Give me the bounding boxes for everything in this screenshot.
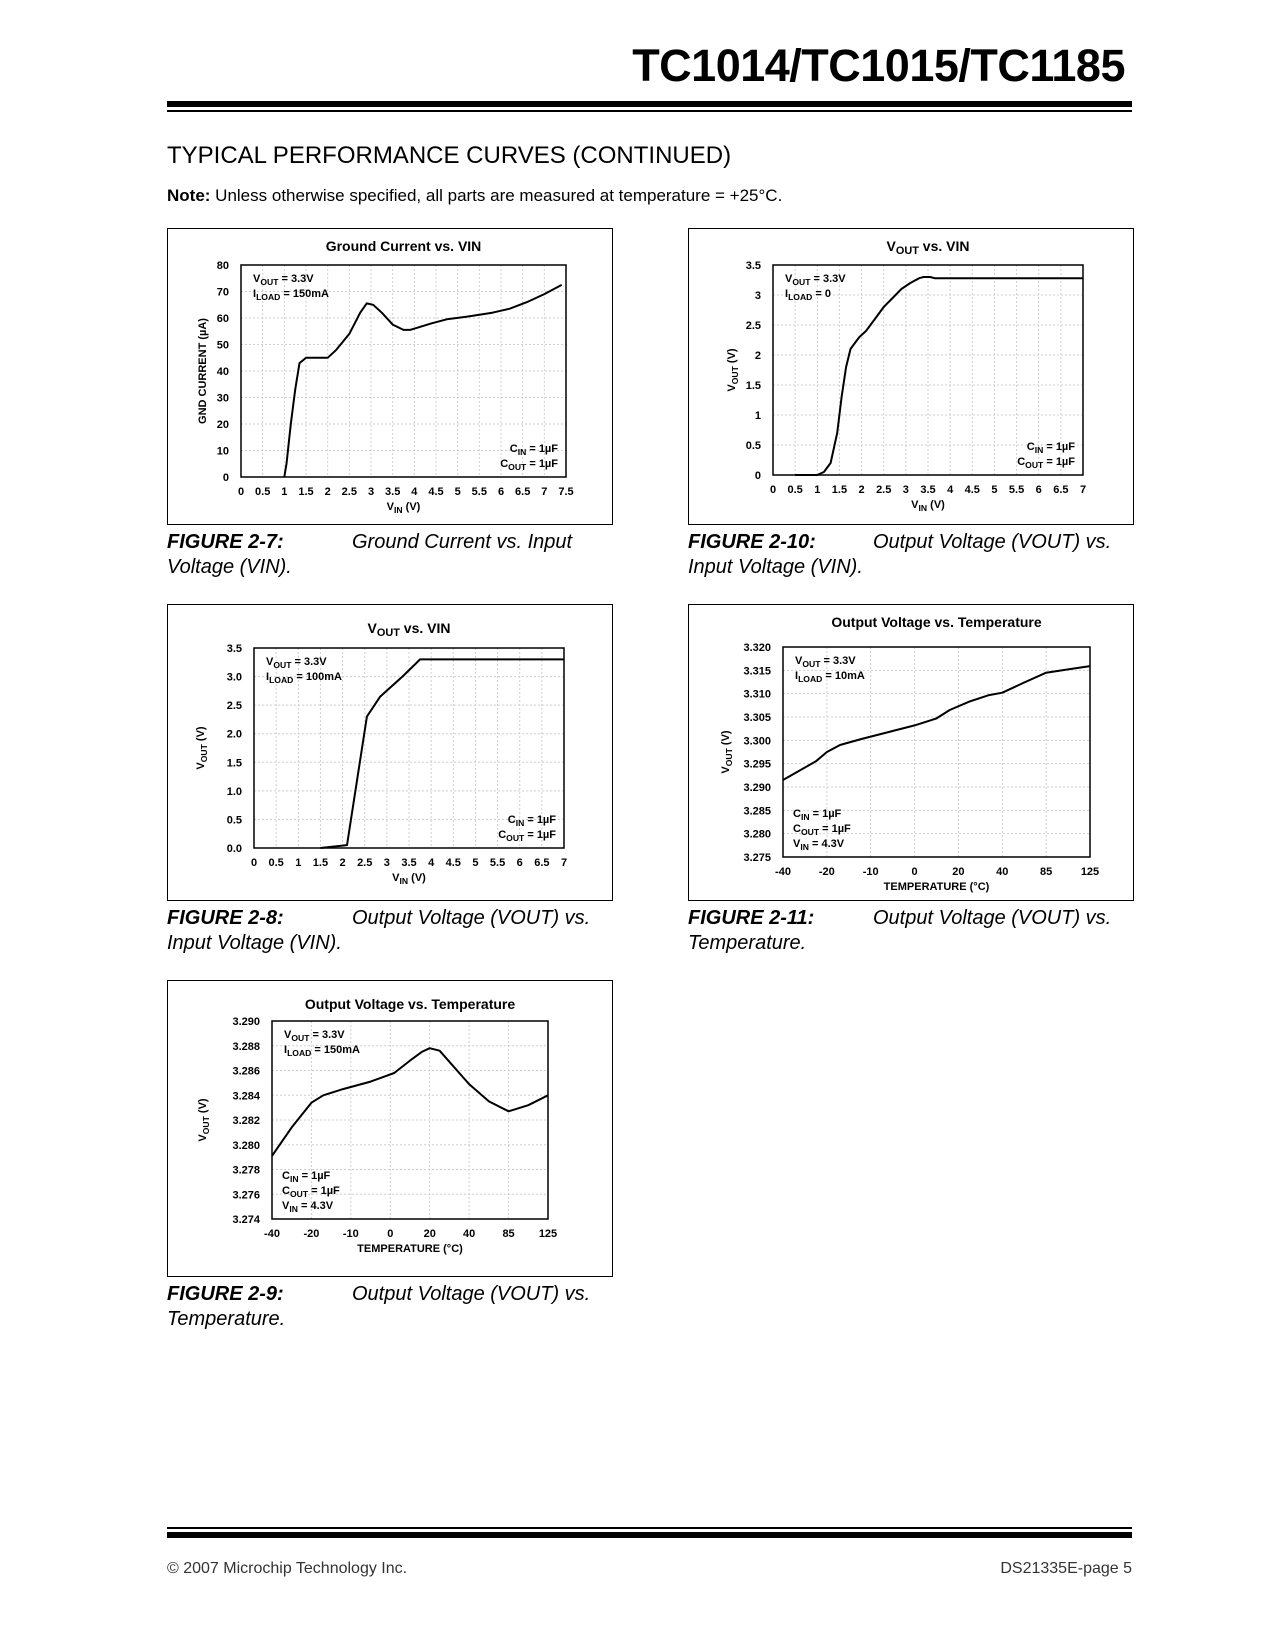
caption-text: Ground Current vs. Input [352, 531, 573, 553]
y-tick-label: 3.275 [743, 852, 771, 864]
y-tick-label: 3.280 [232, 1139, 260, 1152]
figure-2-11-svg [689, 605, 1133, 900]
x-tick-label: 6 [497, 486, 505, 498]
annotation-conditions: $V_{OUT} = 3.3V$ [266, 656, 327, 670]
figure-2-8-caption [167, 906, 590, 956]
x-tick-label: 2.5 [876, 484, 892, 496]
y-tick-label: 3.282 [232, 1115, 260, 1127]
y-tick-label: 3.5 [226, 643, 242, 655]
annotation-capacitors: $C_{OUT} = 1\mu F$ [500, 458, 558, 472]
figure-2-9-caption [167, 1282, 590, 1332]
x-tick-label: 6.5 [534, 857, 550, 869]
footer-rule-thick [167, 1532, 1132, 1538]
x-tick-label: 7 [1079, 484, 1087, 496]
caption-label: FIGURE 2-11: [688, 907, 815, 929]
x-tick-label: 5.5 [489, 857, 506, 869]
x-tick-label: 85 [1040, 866, 1053, 878]
x-tick-label: 6.5 [1053, 484, 1069, 496]
x-tick-label: 1.5 [312, 857, 329, 869]
annotation-conditions: $V_{OUT} = 3.3V$ [253, 273, 314, 287]
x-axis-label: $V_{IN}$ (V) [386, 501, 421, 515]
series-line-vout [783, 666, 1090, 780]
y-tick-label: 0.5 [226, 814, 242, 827]
footer-page-number: DS21335E-page 5 [1000, 1560, 1132, 1577]
x-tick-label: 4 [411, 486, 418, 498]
y-tick-label: 70 [216, 286, 229, 299]
note-text: Unless otherwise specified, all parts are measured at temperature = +25°C. [210, 186, 783, 205]
series-line-vout [272, 1048, 548, 1156]
y-tick-label: 1.5 [226, 757, 242, 770]
caption-label: FIGURE 2-7: [167, 531, 284, 553]
x-tick-label: 40 [463, 1228, 476, 1240]
x-tick-label: 125 [538, 1228, 558, 1240]
y-tick-label: 60 [216, 313, 229, 325]
y-tick-label: 3.305 [743, 712, 771, 724]
x-tick-label: 3 [383, 857, 390, 869]
y-tick-label: 3.274 [232, 1214, 260, 1226]
annotation-conditions: $I_{LOAD} = 100mA$ [266, 671, 342, 685]
x-tick-label: 4.5 [445, 857, 461, 869]
y-tick-label: 0.0 [226, 843, 242, 855]
y-tick-label: 3.284 [232, 1090, 260, 1103]
x-tick-label: 20 [423, 1228, 436, 1240]
figure-2-8-chart [167, 604, 613, 901]
x-tick-label: 5 [454, 486, 461, 498]
annotation-capacitors: $C_{IN} = 1\mu F$ [507, 814, 556, 828]
x-tick-label: -10 [342, 1228, 359, 1240]
figure-2-7-svg [168, 229, 612, 524]
x-tick-label: 3.5 [385, 486, 401, 498]
x-tick-label: 2 [858, 484, 865, 496]
y-tick-label: 2 [754, 350, 761, 362]
footer-copyright: © 2007 Microchip Technology Inc. [167, 1560, 408, 1577]
caption-label: FIGURE 2-8: [167, 907, 284, 929]
y-tick-label: 0.5 [745, 440, 761, 452]
figure-2-8-svg [168, 605, 612, 900]
chart-title: Output Voltage vs. Temperature [304, 996, 516, 1012]
y-tick-label: 3.5 [745, 260, 761, 272]
x-tick-label: 5.5 [1008, 484, 1025, 496]
x-axis-label: $V_{IN}$ (V) [911, 499, 945, 513]
annotation-conditions: $V_{OUT} = 3.3V$ [284, 1029, 345, 1043]
x-tick-label: 6 [516, 857, 523, 869]
x-tick-label: 5 [991, 484, 998, 496]
x-tick-label: -20 [818, 866, 835, 878]
x-tick-label: 1.5 [831, 484, 848, 496]
x-tick-label: 2.5 [341, 486, 357, 498]
chart-title: Output Voltage vs. Temperature [831, 614, 1042, 630]
annotation-capacitors: $C_{OUT} = 1\mu F$ [1017, 456, 1075, 470]
caption-text: Output Voltage (VOUT) vs. [873, 907, 1112, 929]
caption-text: Output Voltage (VOUT) vs. [352, 907, 591, 929]
x-tick-label: 5 [472, 857, 479, 869]
annotation-conditions: $V_{OUT} = 3.3V$ [795, 655, 856, 669]
caption-text: Output Voltage (VOUT) vs. [352, 1283, 591, 1305]
note [167, 186, 782, 206]
annotation-conditions: $I_{LOAD} = 150mA$ [284, 1044, 360, 1058]
y-tick-label: 1.0 [226, 785, 242, 798]
y-tick-label: 1.5 [745, 380, 761, 392]
y-tick-label: 1 [754, 410, 761, 422]
caption-text-continued: Input Voltage (VIN). [688, 556, 863, 578]
x-tick-label: 4.5 [964, 484, 980, 496]
y-tick-label: 20 [216, 419, 229, 431]
x-axis-label: $V_{IN}$ (V) [392, 872, 426, 886]
x-tick-label: 7 [560, 857, 568, 869]
annotation-conditions: $V_{OUT} = 3.3V$ [785, 273, 846, 287]
annotation-capacitors: $C_{IN} = 1\mu F$ [793, 808, 842, 822]
caption-text-continued: Voltage (VIN). [167, 556, 292, 578]
y-tick-label: 0 [754, 470, 761, 482]
annotation-conditions: $I_{LOAD} = 0$ [785, 288, 832, 302]
x-tick-label: 3.5 [401, 857, 417, 869]
header-rule-thick [167, 101, 1132, 107]
x-tick-label: -40 [264, 1228, 280, 1240]
x-tick-label: -40 [775, 866, 791, 878]
figure-2-7-caption [167, 530, 572, 580]
x-tick-label: 1 [295, 857, 302, 869]
y-tick-label: 3.290 [232, 1016, 260, 1028]
x-tick-label: 1 [814, 484, 821, 496]
note-label: Note: [167, 186, 211, 205]
caption-label: FIGURE 2-9: [167, 1283, 284, 1305]
figure-2-9-svg [168, 981, 612, 1276]
annotation-capacitors: $C_{OUT} = 1\mu F$ [282, 1185, 340, 1199]
footer-rule-thin [167, 1527, 1132, 1529]
y-axis-label: $V_{OUT}$ (V) [197, 1098, 211, 1142]
figure-2-11-chart [688, 604, 1134, 901]
y-tick-label: 80 [216, 260, 229, 272]
x-tick-label: 85 [502, 1228, 515, 1240]
annotation-capacitors: $C_{OUT} = 1\mu F$ [793, 823, 851, 837]
figure-2-11-caption [688, 906, 1111, 956]
caption-text: Output Voltage (VOUT) vs. [873, 531, 1112, 553]
section-title: TYPICAL PERFORMANCE CURVES (CONTINUED) [167, 142, 732, 169]
x-tick-label: 0.5 [268, 857, 284, 869]
x-tick-label: -10 [862, 866, 879, 878]
y-axis-label: $V_{OUT}$ (V) [726, 348, 740, 392]
x-tick-label: 2 [339, 857, 346, 869]
x-tick-label: 40 [996, 866, 1009, 878]
x-tick-label: 5.5 [471, 486, 487, 498]
x-tick-label: 0.5 [255, 486, 271, 498]
x-tick-label: 4 [947, 484, 954, 496]
y-axis-label: GND CURRENT (µA) [197, 318, 209, 424]
x-tick-label: 7 [541, 486, 548, 498]
y-tick-label: 3.310 [743, 688, 771, 701]
document-title: TC1014/TC1015/TC1185 [632, 40, 1125, 91]
caption-text-continued: Temperature. [167, 1308, 286, 1330]
x-tick-label: 2.5 [357, 857, 373, 869]
x-tick-label: 0 [387, 1228, 394, 1240]
x-tick-label: 0.5 [787, 484, 803, 496]
y-tick-label: 3.320 [743, 642, 771, 654]
y-tick-label: 2.0 [226, 728, 242, 741]
y-axis-label: $V_{OUT}$ (V) [720, 730, 734, 774]
annotation-conditions: $I_{LOAD} = 10mA$ [795, 670, 865, 684]
y-tick-label: 3.295 [743, 758, 771, 771]
y-tick-label: 50 [216, 339, 229, 352]
figure-2-10-chart [688, 228, 1134, 525]
x-tick-label: 3 [902, 484, 909, 496]
chart-title: $V_{OUT}$ vs. VIN [886, 238, 970, 257]
annotation-capacitors: $C_{OUT} = 1\mu F$ [498, 829, 556, 843]
y-tick-label: 3.278 [232, 1164, 260, 1177]
chart-title: Ground Current vs. VIN [325, 238, 482, 254]
y-tick-label: 30 [216, 392, 229, 405]
annotation-capacitors: $C_{IN} = 1\mu F$ [282, 1170, 331, 1184]
annotation-capacitors: $V_{IN} = 4.3V$ [282, 1200, 334, 1214]
y-tick-label: 3.286 [232, 1065, 260, 1078]
y-tick-label: 3.280 [743, 828, 771, 841]
figure-2-7-chart [167, 228, 613, 525]
annotation-capacitors: $C_{IN} = 1\mu F$ [1026, 441, 1075, 455]
chart-title: $V_{OUT}$ vs. VIN [367, 620, 451, 639]
x-tick-label: 1 [281, 486, 288, 498]
y-tick-label: 2.5 [745, 320, 761, 332]
x-tick-label: 6 [1035, 484, 1042, 496]
y-tick-label: 10 [216, 445, 229, 458]
figure-2-10-caption [688, 530, 1111, 580]
x-tick-label: 7.5 [558, 486, 574, 498]
x-tick-label: 3 [367, 486, 375, 498]
caption-text-continued: Input Voltage (VIN). [167, 932, 342, 954]
y-tick-label: 3.290 [743, 782, 771, 794]
y-tick-label: 3.288 [232, 1040, 260, 1053]
x-tick-label: -20 [303, 1228, 320, 1240]
figure-2-10-svg [689, 229, 1133, 524]
y-axis-label: $V_{OUT}$ (V) [195, 726, 209, 770]
x-tick-label: 0 [250, 857, 258, 869]
x-tick-label: 125 [1080, 866, 1100, 878]
y-tick-label: 3.276 [232, 1189, 260, 1202]
x-tick-label: 0 [911, 866, 918, 878]
caption-label: FIGURE 2-10: [688, 531, 816, 553]
x-tick-label: 6.5 [515, 486, 531, 498]
x-tick-label: 4.5 [428, 486, 444, 498]
annotation-capacitors: $V_{IN} = 4.3V$ [793, 838, 845, 852]
x-tick-label: 20 [952, 866, 965, 878]
y-tick-label: 3.300 [743, 735, 771, 748]
y-tick-label: 3.0 [226, 671, 242, 684]
x-tick-label: 2 [324, 486, 331, 498]
x-axis-label: TEMPERATURE (°C) [883, 881, 990, 893]
y-tick-label: 2.5 [226, 700, 242, 713]
x-tick-label: 4 [428, 857, 435, 869]
header-rule-thin [167, 110, 1132, 112]
annotation-conditions: $I_{LOAD} = 150mA$ [253, 288, 329, 302]
x-tick-label: 1.5 [298, 486, 314, 498]
x-tick-label: 0 [237, 486, 245, 498]
caption-text-continued: Temperature. [688, 932, 807, 954]
figure-2-9-chart [167, 980, 613, 1277]
y-tick-label: 3.285 [743, 805, 771, 818]
y-tick-label: 40 [216, 366, 229, 378]
y-tick-label: 0 [222, 472, 229, 484]
x-tick-label: 3.5 [920, 484, 936, 496]
annotation-capacitors: $C_{IN} = 1\mu F$ [509, 443, 558, 457]
x-tick-label: 0 [769, 484, 777, 496]
y-tick-label: 3 [754, 290, 761, 302]
x-axis-label: TEMPERATURE (°C) [357, 1243, 463, 1255]
y-tick-label: 3.315 [743, 665, 771, 678]
